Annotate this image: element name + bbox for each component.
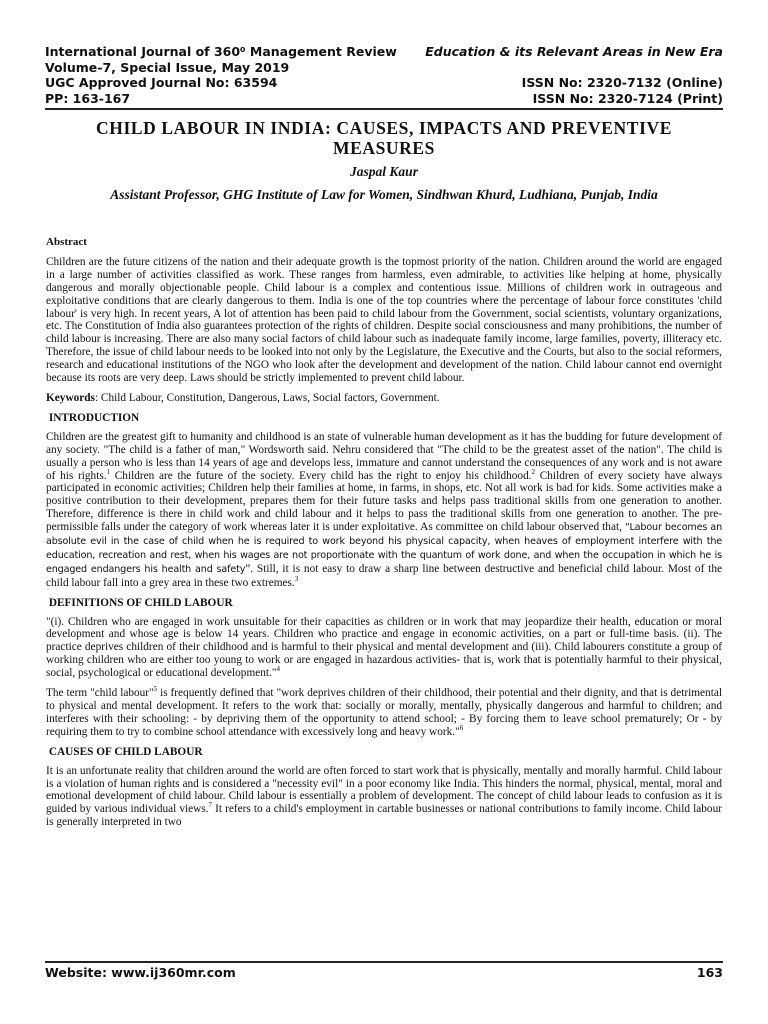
issn-online: ISSN No: 2320-7132 (Online) <box>521 75 723 90</box>
title-line-1: CHILD LABOUR IN INDIA: CAUSES, IMPACTS AND PREVENTIVE <box>96 118 672 138</box>
issue-theme: Education & its Relevant Areas in New Era <box>425 44 723 59</box>
page-number: 163 <box>696 965 723 980</box>
website-link[interactable]: www.ij360mr.com <box>106 965 236 980</box>
volume-info: Volume-7, Special Issue, May 2019 <box>45 59 290 75</box>
definitions-para-1: "(i). Children who are engaged in work unsuitable for their capacities as children or in work that may jeopardize their health, education or moral development and whose age is below 14 years. Children who practice and engage in economic activities, on a part or full-time basis. (ii). The practice deprives children of their childhood and is harmful to their physical and mental development and (iii). Child labourers constitute a group of working children who are either too young to work or are engaged in hazardous activities- that is, work that is potentially harmful to their physical, social, psychological or educational development."$^4$ <box>46 615 722 680</box>
footnote-ref: 6 <box>459 724 464 733</box>
definitions-para-2: The term "child labour"$^5$ is frequently defined that "work deprives children of their childhood, their potential and their dignity, and that is detrimental to physical and mental development. It refers to the work that: socially or morally, mentally, physically dangerous and harmful to children; and interferes with their schooling: - by depriving them of the opportunity to attend school; - By forcing them to leave school prematurely; Or - by requiring them to try to combine school attendance with excessively long and heavy work."$^6$ <box>46 685 722 738</box>
journal-name: International Journal of 360⁰ Management Review <box>45 44 397 59</box>
journal-header <box>45 44 723 106</box>
ugc-number: UGC Approved Journal No: 63594 <box>45 75 278 90</box>
keywords-label: Keywords <box>46 391 95 404</box>
footer-divider <box>45 961 723 963</box>
keywords <box>46 392 722 405</box>
page-range: PP: 163-167 <box>45 90 131 106</box>
article-title <box>45 118 723 158</box>
abstract-heading: Abstract <box>46 236 87 248</box>
website: Website: www.ij360mr.com <box>45 965 236 980</box>
footnote-ref: 2 <box>531 467 536 476</box>
committee-quote: “Labour becomes an absolute evil in the case of child when he is required to work beyond his physical capacity, when heaves of employment interfere with the education, recreation and rest, when his wages are not proportionate with the quantum of work done, and when the occupation in which he is engaged endangers his health and safety <box>46 522 723 575</box>
article-body <box>46 236 722 836</box>
causes-heading: CAUSES OF CHILD LABOUR <box>48 745 203 758</box>
footnote-ref: 1 <box>106 467 111 476</box>
keywords-text: : Child Labour, Constitution, Dangerous, Laws, Social factors, Government. <box>94 391 440 404</box>
header-divider <box>45 108 723 110</box>
author-affiliation: Assistant Professor, GHG Institute of Law for Women, Sindhwan Khurd, Ludhiana, Punjab, India <box>110 187 658 202</box>
page-footer <box>45 965 723 980</box>
footnote-ref: 4 <box>276 665 280 674</box>
title-line-2: MEASURES <box>332 138 436 158</box>
abstract-text: Children are the future citizens of the nation and their adequate growth is the topmost priority of the nation. Children around the world are engaged in a large number of activities classified as work. These ranges from harmless, even admirable, to activities like helping at home, physically dangerous and morally objectionable people. Child labour is a complex and contentious issue. Millions of children work in outrageous and exploitative conditions that are clearly dangerous to them. India is one of the top countries where the percentage of labour force constitutes 'child labour' is very high. In recent years, A lot of attention has been paid to child labour from the Government, social scientists, voluntary organizations, etc. The Constitution of India also guarantees protection of the rights of children. Despite social consciousness and many prohibitions, the number of child labour is increasing. There are also many social factors of child labour such as inadequate family income, large families, poverty, illiteracy etc. Therefore, the issue of child labour needs to be looked into not only by the Legislature, the Executive and the Courts, but also to the social reformers, research and educational institutions of the NGO who look after the development and development of the nation. Child labour cannot end overnight because its roots are very deep. Laws should be strictly implemented to prevent child labour. <box>46 255 722 385</box>
definitions-heading: DEFINITIONS OF CHILD LABOUR <box>48 596 233 609</box>
footnote-ref: 7 <box>208 801 213 810</box>
footnote-ref: 5 <box>153 685 158 694</box>
introduction-heading: INTRODUCTION <box>48 411 140 424</box>
causes-text: It is an unfortunate reality that children around the world are often forced to start work that is physically, mentally and morally harmful. Child labour is a violation of human rights and is considered a "necessity evil" in a poor economy like India. This hinders the normal, physical, mental, moral and emotional development of child labour. Child labour is essentially a problem of development. The concept of child labour leads to confusion as it is guided by various individual views.$^7$ It refers to a child's employment in cartable businesses or national contributions to family income. Child labour is generally interpreted in two <box>46 764 722 829</box>
footnote-ref: 3 <box>294 574 299 583</box>
author-name: Jaspal Kaur <box>350 164 418 179</box>
introduction-text: Children are the greatest gift to humanity and childhood is an state of vulnerable human development as it has the budding for future development of any society. "The child is a father of man," Wordsworth said. Nehru considered that "The child to be the greatest asset of the nation". The child is usually a person who is less than 14 years of age and develops less, immature and cannot understand the consequences of any work and is not aware of his rights.$^1$ Children are the future of the society. Every child has the right to enjoy his childhood.$^2$ Children of every society have always participated in economic activities; Children help their families at home, in farms, in shops, etc. Not all work is bad for kids. Some activities make a positive contribution to their development, prepares them for their future tasks and helps pass traditional skills from one generation to another. Therefore, difference is there in child work and child labour and it helps to pass the traditional skills from one generation to another. The pre-permissible falls under the category of work whereas later it is under exploitative. As committee on child labour observed that, “Labour becomes an absolute evil in the case of child when he is required to work beyond his physical capacity, when heaves of employment interfere with the education, recreation and rest, when his wages are not proportionate with the quantum of work done, and when the occupation in which he is engaged endangers his health and safety”. Still, it is not easy to draw a sharp line between destructive and beneficial child labour. Most of the child labour fall into a grey area in these two extremes.$^3$ <box>46 430 723 589</box>
issn-print: ISSN No: 2320-7124 (Print) <box>532 90 723 106</box>
